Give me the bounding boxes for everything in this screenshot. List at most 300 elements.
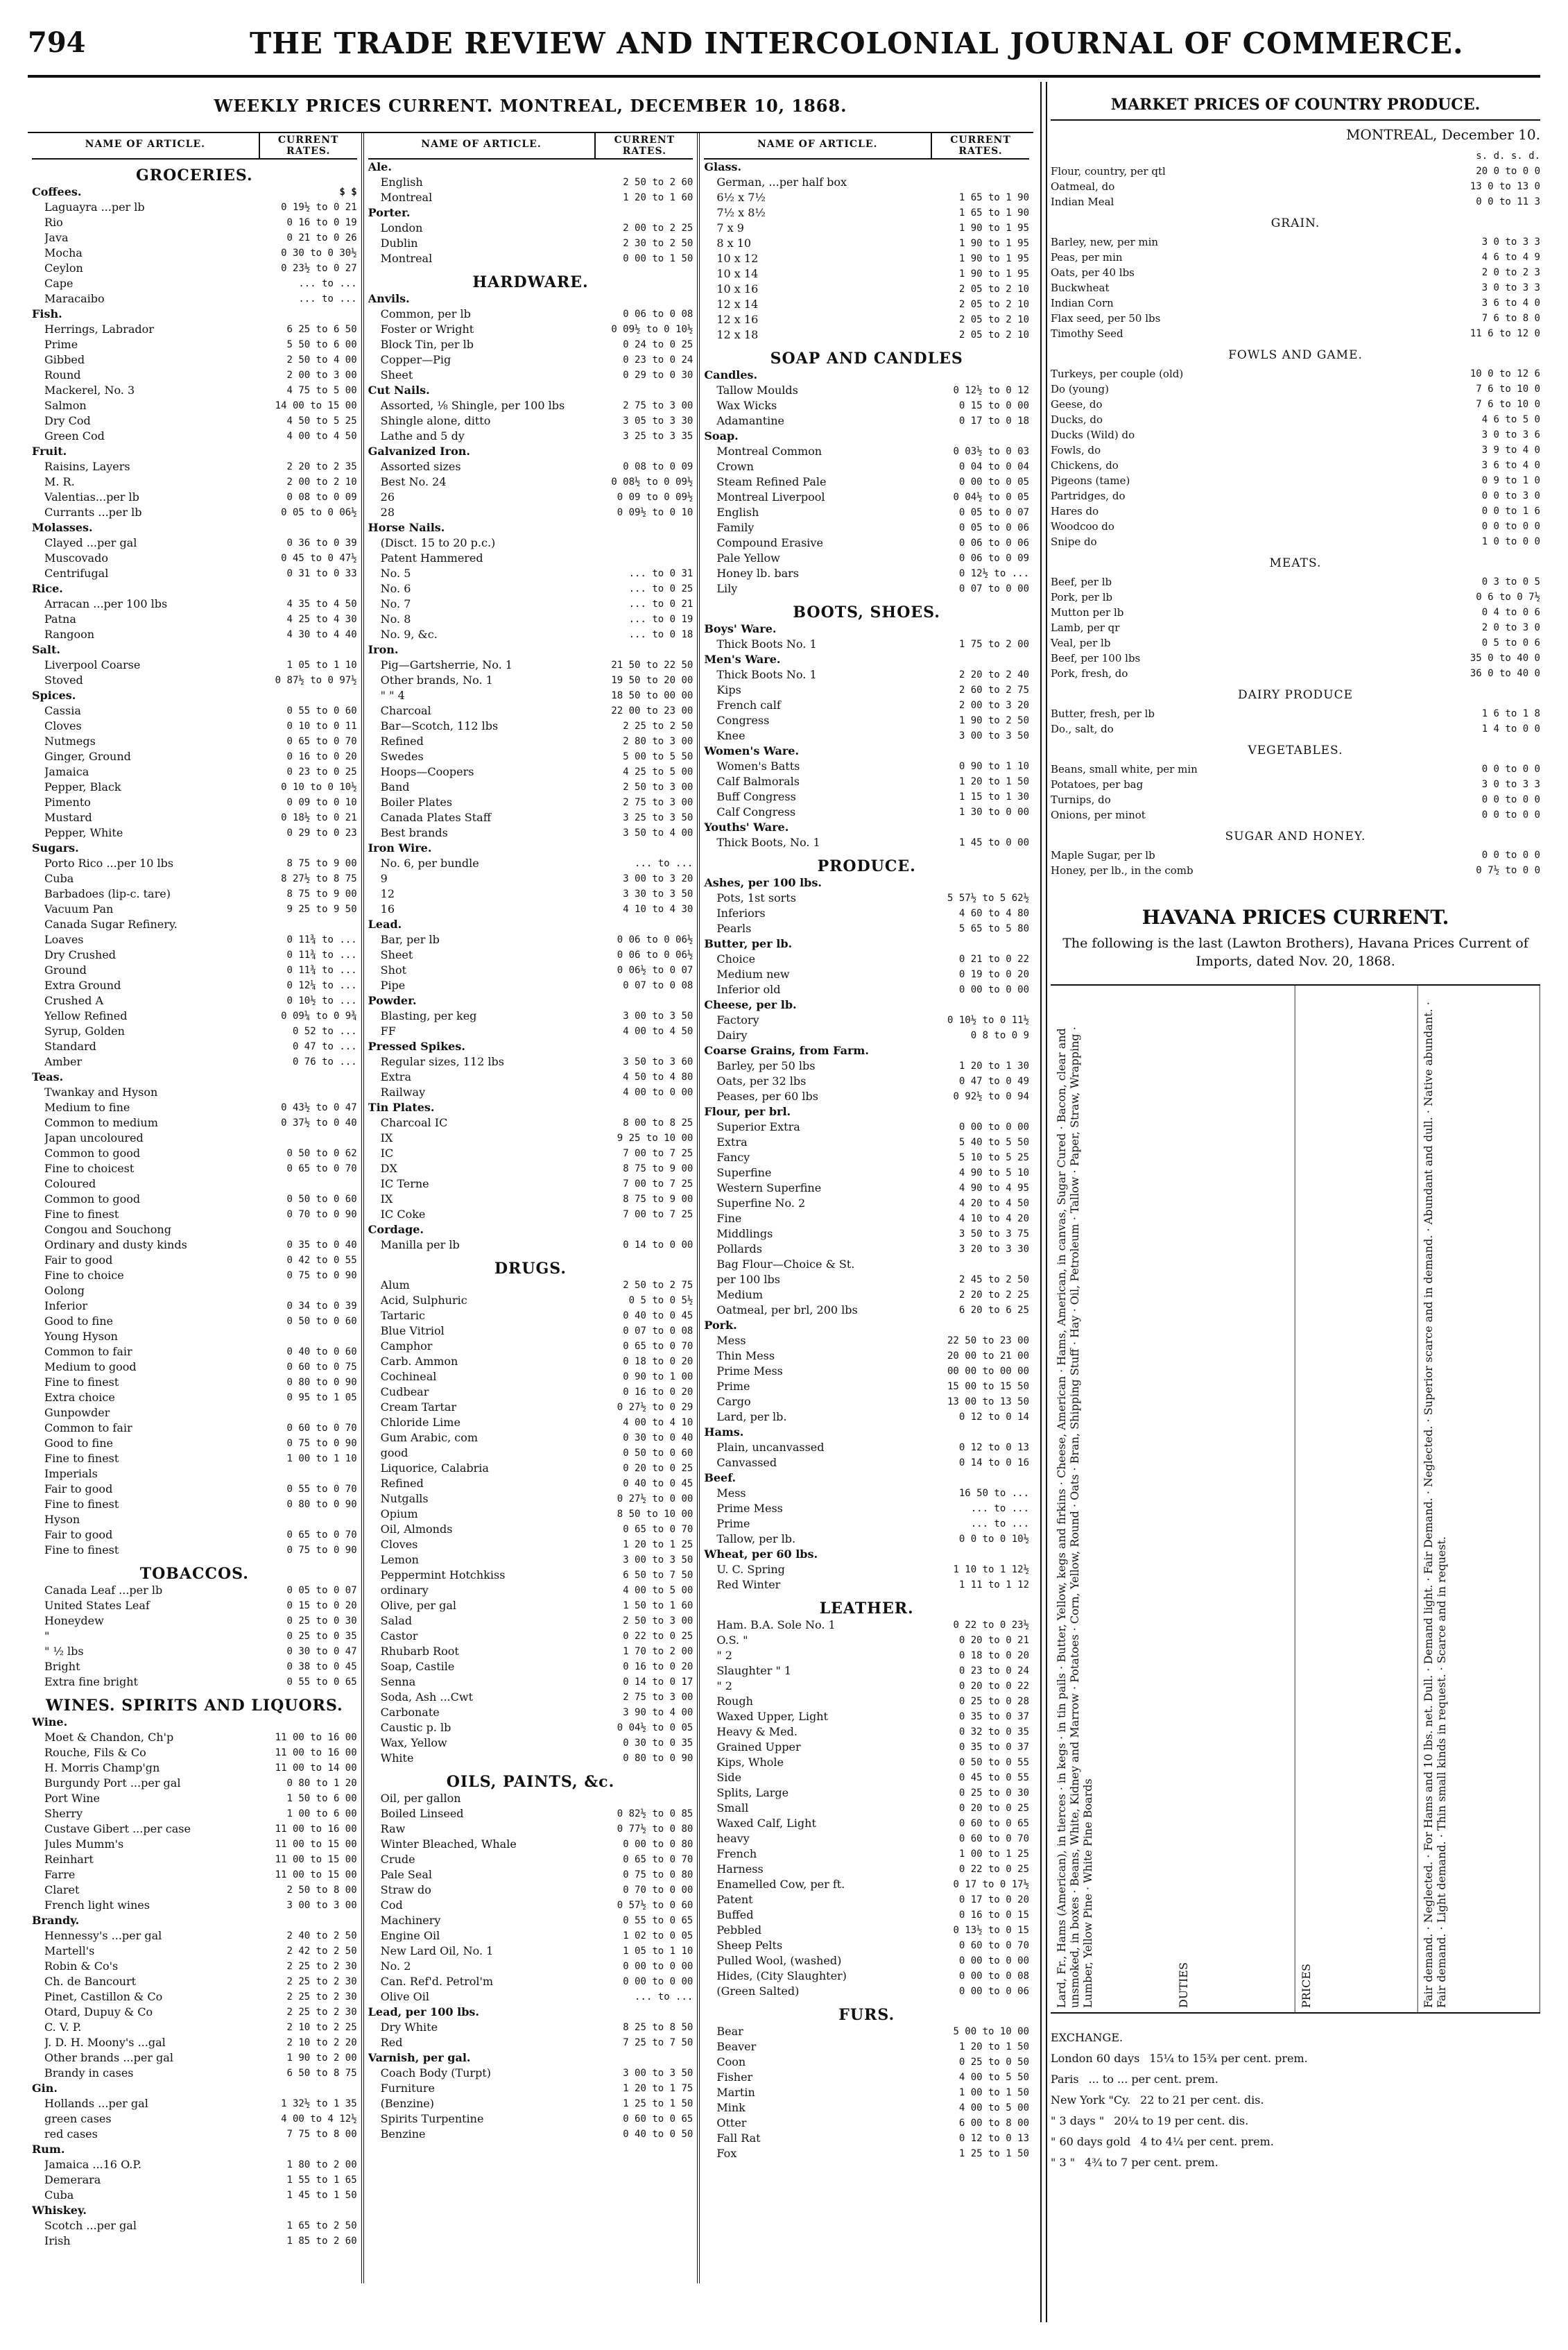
article-name: Pimento: [44, 796, 91, 809]
table-row: [368, 780, 693, 795]
table-row: [32, 230, 357, 246]
article-price: 11 00 to 15 00: [275, 1854, 357, 1865]
article-price: 4 25 to 5 00: [623, 766, 693, 778]
table-row: [704, 398, 1029, 413]
market-price: 7 6 to 10 0: [1476, 384, 1540, 395]
article-name: Cheese, per lb.: [704, 998, 797, 1011]
article-price: 1 25 to 1 50: [623, 2098, 693, 2109]
article-price: ... to ...: [635, 1991, 693, 2002]
article-price: 0 06 to 0 09: [958, 553, 1030, 564]
market-article: Pigeons (tame): [1051, 474, 1130, 487]
article-name: 10 x 16: [716, 282, 759, 295]
article-price: [596, 1791, 693, 1806]
article-price: [596, 160, 693, 175]
article-price: 1 70 to 2 00: [623, 1646, 693, 1657]
article-price: [932, 652, 1029, 667]
table-row: [32, 871, 357, 886]
article-name: Tallow, per lb.: [716, 1532, 796, 1545]
article-price: 0 47 to ...: [292, 1041, 357, 1052]
market-row: [1051, 848, 1540, 863]
table-row: [704, 1318, 1029, 1333]
table-row: [704, 1226, 1029, 1242]
market-price: 1 6 to 1 8: [1481, 708, 1540, 719]
article-name: 9: [380, 872, 388, 885]
article-name: IC Terne: [380, 1177, 429, 1190]
column-header-name: NAME OF ARTICLE.: [421, 139, 542, 150]
article-price: 1 55 to 1 65: [286, 2175, 357, 2186]
article-price: 0 50 to 0 60: [286, 1316, 357, 1327]
article-price: [260, 1466, 357, 1482]
article-name: Coloured: [44, 1177, 96, 1190]
market-price: 0 7½ to 0 0: [1476, 865, 1540, 876]
article-name: Hoops—Coopers: [380, 765, 474, 778]
table-row: [704, 459, 1029, 474]
table-row: [368, 703, 693, 719]
article-price: 3 05 to 3 30: [623, 415, 693, 427]
article-name: Claret: [44, 1883, 80, 1896]
table-row: [32, 795, 357, 810]
article-price: 2 60 to 2 75: [958, 685, 1030, 696]
article-price: 0 52 to ...: [292, 1026, 357, 1037]
market-article: Hares do: [1051, 505, 1099, 517]
table-row: [32, 1629, 357, 1644]
table-row: [368, 902, 693, 917]
article-name: Lead.: [368, 918, 402, 931]
market-price: 2 0 to 2 3: [1481, 267, 1540, 278]
article-name: Fruit.: [32, 445, 67, 458]
article-name: Band: [380, 780, 410, 794]
article-name: Extra: [716, 1135, 748, 1149]
article-name: Canada Plates Staff: [380, 811, 492, 824]
table-row: [704, 1724, 1029, 1740]
table-row: [368, 734, 693, 749]
article-name: 16: [380, 902, 395, 916]
article-name: Medium to good: [44, 1360, 137, 1373]
article-price: 0 75 to 0 80: [623, 1869, 693, 1880]
article-price: 21 50 to 22 50: [611, 660, 693, 671]
exchange-row: [1051, 2152, 1540, 2173]
table-row: [368, 221, 693, 236]
table-row: [368, 1009, 693, 1024]
market-article: Timothy Seed: [1051, 327, 1123, 340]
article-name: Rough: [716, 1695, 753, 1708]
table-row: [704, 1364, 1029, 1379]
table-row: [368, 688, 693, 703]
article-name: Montreal Common: [716, 445, 822, 458]
table-row: [704, 1923, 1029, 1938]
article-name: Extra Ground: [44, 979, 121, 992]
table-row: [32, 1146, 357, 1161]
table-row: [32, 398, 357, 413]
table-row: [704, 266, 1029, 282]
article-name: Boiler Plates: [380, 796, 453, 809]
table-row: [368, 810, 693, 825]
article-name: Soap, Castile: [380, 1660, 455, 1673]
havana-duties: DUTIES: [1173, 986, 1295, 2012]
table-row: [32, 246, 357, 261]
table-row: [368, 1644, 693, 1659]
table-row: [32, 215, 357, 230]
article-price: [260, 2203, 357, 2218]
article-price: 0 32 to 0 35: [958, 1726, 1030, 1738]
article-name: Ordinary and dusty kinds: [44, 1238, 187, 1251]
article-price: 0 47 to 0 49: [958, 1076, 1030, 1087]
article-name: Hyson: [44, 1513, 80, 1526]
article-price: 2 00 to 2 25: [623, 223, 693, 234]
market-row: [1051, 179, 1540, 194]
article-name: German, ...per half box: [716, 175, 847, 189]
table-row: [368, 2005, 693, 2020]
article-name: Grained Upper: [716, 1740, 801, 1753]
article-price: 0 60 to 0 65: [958, 1818, 1030, 1829]
market-article: Partridges, do: [1051, 490, 1126, 502]
article-name: Inferior old: [716, 983, 781, 996]
article-name: Coach Body (Turpt): [380, 2066, 491, 2079]
table-row: [32, 413, 357, 429]
table-row: [368, 1882, 693, 1898]
article-price: 0 23½ to 0 27: [281, 263, 357, 274]
table-row: [368, 1131, 693, 1146]
table-row: [32, 780, 357, 795]
article-price: 0 10 to 0 10½: [281, 782, 357, 793]
table-row: [32, 261, 357, 276]
article-price: 2 50 to 8 00: [286, 1885, 357, 1896]
article-price: [260, 444, 357, 459]
article-price: 6 50 to 8 75: [286, 2068, 357, 2079]
article-name: Irish: [44, 2234, 71, 2247]
table-row: [704, 805, 1029, 820]
table-row: [32, 673, 357, 688]
article-price: 0 07 to 0 00: [958, 583, 1030, 594]
article-name: Fine to finest: [44, 1375, 119, 1389]
article-name: per 100 lbs: [716, 1273, 780, 1286]
market-row: [1051, 590, 1540, 605]
article-name: " " 4: [380, 689, 405, 702]
table-row: [368, 1400, 693, 1415]
article-price: 2 50 to 3 00: [623, 1615, 693, 1627]
article-name: Muscovado: [44, 551, 108, 565]
article-name: Raisins, Layers: [44, 460, 130, 473]
article-price: 1 45 to 0 00: [958, 837, 1030, 848]
article-price: 0 14 to 0 16: [958, 1457, 1030, 1468]
article-name: Cargo: [716, 1395, 751, 1408]
article-price: 2 25 to 2 30: [286, 1961, 357, 1972]
table-row: [368, 1222, 693, 1237]
table-row: [704, 1532, 1029, 1547]
market-article: Flax seed, per 50 lbs: [1051, 312, 1161, 325]
table-row: [32, 490, 357, 505]
article-price: [932, 1043, 1029, 1058]
table-row: [368, 795, 693, 810]
article-price: 2 00 to 2 10: [286, 477, 357, 488]
article-price: 0 00 to 0 00: [958, 984, 1030, 995]
article-price: 0 25 to 0 35: [286, 1631, 357, 1642]
table-row: [704, 444, 1029, 459]
article-price: [260, 1222, 357, 1237]
table-row: [704, 1165, 1029, 1181]
article-price: 0 20 to 0 22: [958, 1681, 1030, 1692]
article-price: 0 45 to 0 47½: [281, 553, 357, 564]
article-name: Common to good: [44, 1192, 141, 1206]
article-price: [932, 1104, 1029, 1120]
article-name: Boys' Ware.: [704, 622, 777, 635]
article-name: Medium to fine: [44, 1101, 130, 1114]
article-price: 0 10½ to 0 11½: [947, 1015, 1030, 1026]
table-row: [368, 2127, 693, 2142]
article-name: Charcoal: [380, 704, 431, 717]
article-price: 0 11¾ to ...: [286, 950, 357, 961]
article-name: " 2: [716, 1649, 732, 1662]
article-price: [932, 936, 1029, 952]
table-row: [704, 1211, 1029, 1226]
article-name: Flour, per brl.: [704, 1105, 791, 1118]
article-name: Foster or Wright: [380, 323, 474, 336]
table-row: [368, 1974, 693, 1989]
market-price: 0 0 to 0 0: [1481, 794, 1540, 805]
market-price: 3 0 to 3 6: [1481, 429, 1540, 440]
table-row: [32, 307, 357, 322]
table-row: [32, 474, 357, 490]
article-name: Beef.: [704, 1471, 736, 1484]
article-name: Ch. de Bancourt: [44, 1975, 137, 1988]
market-price: 3 9 to 4 0: [1481, 445, 1540, 456]
article-price: 1 30 to 0 00: [958, 807, 1030, 818]
article-name: Oatmeal, per brl, 200 lbs: [716, 1303, 858, 1316]
article-name: Superior Extra: [716, 1120, 800, 1133]
article-price: 0 60 to 0 70: [286, 1423, 357, 1434]
article-name: Fine: [716, 1212, 742, 1225]
article-name: 12: [380, 887, 395, 900]
article-price: 0 15 to 0 20: [286, 1600, 357, 1611]
article-price: 1 90 to 1 95: [958, 223, 1030, 234]
article-name: Pressed Spikes.: [368, 1040, 465, 1053]
table-row: [32, 1237, 357, 1253]
table-row: [704, 936, 1029, 952]
exchange-place: Paris: [1051, 2073, 1079, 2086]
article-name: Heavy & Med.: [716, 1725, 798, 1738]
article-price: [260, 1070, 357, 1085]
article-price: 0 08 to 0 09: [623, 461, 693, 472]
article-name: Port Wine: [44, 1792, 100, 1805]
table-row: [704, 637, 1029, 652]
table-row: [704, 1028, 1029, 1043]
article-price: 3 00 to 3 50: [623, 1011, 693, 1022]
article-price: 4 00 to 5 00: [958, 2102, 1030, 2113]
exchange-row: [1051, 2132, 1540, 2152]
exchange-rate: 4 to 4¼ per cent. prem.: [1140, 2135, 1274, 2148]
table-row: [32, 368, 357, 383]
table-row: [32, 1715, 357, 1730]
category-heading: TOBACCOS.: [139, 1565, 249, 1583]
article-price: 0 09½ to 0 10: [617, 507, 693, 518]
article-name: Glass.: [704, 160, 742, 173]
article-name: Carb. Ammon: [380, 1355, 458, 1368]
table-row: [32, 383, 357, 398]
exchange-rate: ... to ... per cent. prem.: [1088, 2073, 1218, 2086]
market-price: 7 6 to 8 0: [1481, 313, 1540, 324]
article-price: [596, 1222, 693, 1237]
article-name: Prime: [716, 1517, 750, 1530]
article-price: 6 25 to 6 50: [286, 324, 357, 335]
article-price: [596, 1100, 693, 1115]
article-name: Senna: [380, 1675, 416, 1688]
article-name: Powder.: [368, 994, 417, 1007]
article-price: 2 75 to 3 00: [623, 797, 693, 808]
article-name: Kips: [716, 683, 741, 696]
article-price: 0 55 to 0 65: [623, 1915, 693, 1926]
article-price: 0 60 to 0 70: [958, 1940, 1030, 1951]
article-price: [596, 383, 693, 398]
table-row: [32, 1039, 357, 1054]
table-row: [704, 251, 1029, 266]
article-price: 0 40 to 0 45: [623, 1478, 693, 1489]
article-name: Kips, Whole: [716, 1756, 784, 1769]
table-row: [32, 1451, 357, 1466]
table-row: [368, 1913, 693, 1928]
table-row: [704, 535, 1029, 551]
article-name: Thick Boots No. 1: [716, 668, 817, 681]
column-header-name: NAME OF ARTICLE.: [85, 139, 206, 150]
article-name: Scotch ...per gal: [44, 2219, 137, 2232]
market-price: 0 6 to 0 7½: [1476, 592, 1540, 603]
article-price: 4 90 to 5 10: [958, 1167, 1030, 1178]
table-row: [704, 2085, 1029, 2100]
article-price: 0 04½ to 0 05: [617, 1722, 693, 1733]
table-row: [368, 1293, 693, 1308]
article-name: Extra: [380, 1070, 411, 1083]
table-row: [32, 1674, 357, 1690]
article-name: 12 x 14: [716, 298, 759, 311]
article-name: M. R.: [44, 475, 75, 488]
table-row: [32, 2218, 357, 2233]
article-price: 1 20 to 1 25: [623, 1539, 693, 1550]
table-row: [368, 398, 693, 413]
article-name: Rangoon: [44, 628, 95, 641]
table-row: [32, 902, 357, 917]
article-price: 4 25 to 4 30: [286, 614, 357, 625]
article-price: 2 50 to 4 00: [286, 354, 357, 366]
market-section: [1051, 82, 1540, 2322]
article-price: 0 20 to 0 25: [623, 1463, 693, 1474]
article-name: Chloride Lime: [380, 1416, 460, 1429]
article-price: 0 70 to 0 90: [286, 1209, 357, 1220]
article-name: Lard, per lb.: [716, 1410, 787, 1423]
market-article: Pork, per lb: [1051, 591, 1113, 603]
table-row: [368, 825, 693, 841]
market-article: Beef, per 100 lbs: [1051, 652, 1141, 664]
table-row: [368, 291, 693, 307]
article-name: Charcoal IC: [380, 1116, 448, 1129]
article-name: Rio: [44, 216, 63, 229]
table-row: [704, 1242, 1029, 1257]
table-row: [32, 734, 357, 749]
table-row: [368, 597, 693, 612]
table-row: [704, 997, 1029, 1013]
article-price: [596, 551, 693, 566]
article-price: 13 00 to 13 50: [947, 1396, 1030, 1407]
article-price: 2 00 to 3 00: [286, 370, 357, 381]
article-name: Rouche, Fils & Co: [44, 1746, 146, 1759]
table-row: [704, 728, 1029, 744]
article-name: J. D. H. Moony's ...gal: [44, 2036, 166, 2049]
table-row: [704, 1663, 1029, 1679]
article-price: 0 16 to 0 20: [623, 1661, 693, 1672]
article-price: 0 45 to 0 55: [958, 1772, 1030, 1783]
table-row: [704, 967, 1029, 982]
article-price: 1 20 to 1 50: [958, 776, 1030, 787]
article-price: 0 29 to 0 30: [623, 370, 693, 381]
table-row: [368, 1354, 693, 1369]
article-price: [260, 841, 357, 856]
article-price: 0 29 to 0 23: [286, 827, 357, 839]
table-row: [704, 1089, 1029, 1104]
table-row: [32, 719, 357, 734]
article-price: 0 65 to 0 70: [623, 1341, 693, 1352]
market-row: [1051, 412, 1540, 427]
table-row: [32, 1837, 357, 1852]
article-name: Crushed A: [44, 994, 104, 1007]
article-name: Herrings, Labrador: [44, 323, 154, 336]
article-name: Crown: [716, 460, 754, 473]
article-name: Pepper, White: [44, 826, 123, 839]
article-price: 2 75 to 3 00: [623, 400, 693, 411]
column-divider: [1040, 82, 1047, 2322]
article-price: [932, 875, 1029, 891]
article-price: 0 0 to 0 10½: [958, 1534, 1030, 1545]
table-row: [32, 2096, 357, 2111]
market-price: 0 3 to 0 5: [1481, 576, 1540, 588]
table-row: [368, 1192, 693, 1207]
article-name: French light wines: [44, 1898, 150, 1912]
article-price: [932, 368, 1029, 383]
article-price: [596, 841, 693, 856]
table-row: [368, 2035, 693, 2050]
article-price: 0 75 to 0 90: [286, 1545, 357, 1556]
table-row: [704, 1831, 1029, 1846]
market-row: [1051, 250, 1540, 265]
table-row: [32, 444, 357, 459]
article-name: Coon: [716, 2055, 746, 2068]
article-name: Fisher: [716, 2070, 753, 2084]
table-row: [32, 1527, 357, 1543]
article-price: 2 10 to 2 25: [286, 2022, 357, 2033]
article-price: 1 65 to 1 90: [958, 207, 1030, 218]
article-name: No. 9, &c.: [380, 628, 438, 641]
article-name: Prime Mess: [716, 1502, 783, 1515]
table-row: [368, 1176, 693, 1192]
article-name: Tallow Moulds: [716, 384, 798, 397]
table-row: [704, 2131, 1029, 2146]
table-row: [32, 185, 357, 200]
table-row: [32, 1161, 357, 1176]
market-groups: [1051, 164, 1540, 878]
table-row: [704, 190, 1029, 205]
article-price: 1 20 to 1 75: [623, 2083, 693, 2094]
table-row: [704, 820, 1029, 835]
article-name: Camphor: [380, 1339, 433, 1353]
article-name: Coffees.: [32, 185, 82, 198]
article-price: 0 14 to 0 17: [623, 1676, 693, 1688]
table-row: [704, 1379, 1029, 1394]
article-price: [260, 1913, 357, 1928]
article-price: 0 11¾ to ...: [286, 965, 357, 976]
column-header: [32, 133, 357, 160]
table-row: [32, 551, 357, 566]
article-price: 0 22 to 0 25: [958, 1864, 1030, 1875]
article-name: Superfine No. 2: [716, 1197, 806, 1210]
table-row: [32, 658, 357, 673]
price-column: [697, 133, 1033, 2283]
